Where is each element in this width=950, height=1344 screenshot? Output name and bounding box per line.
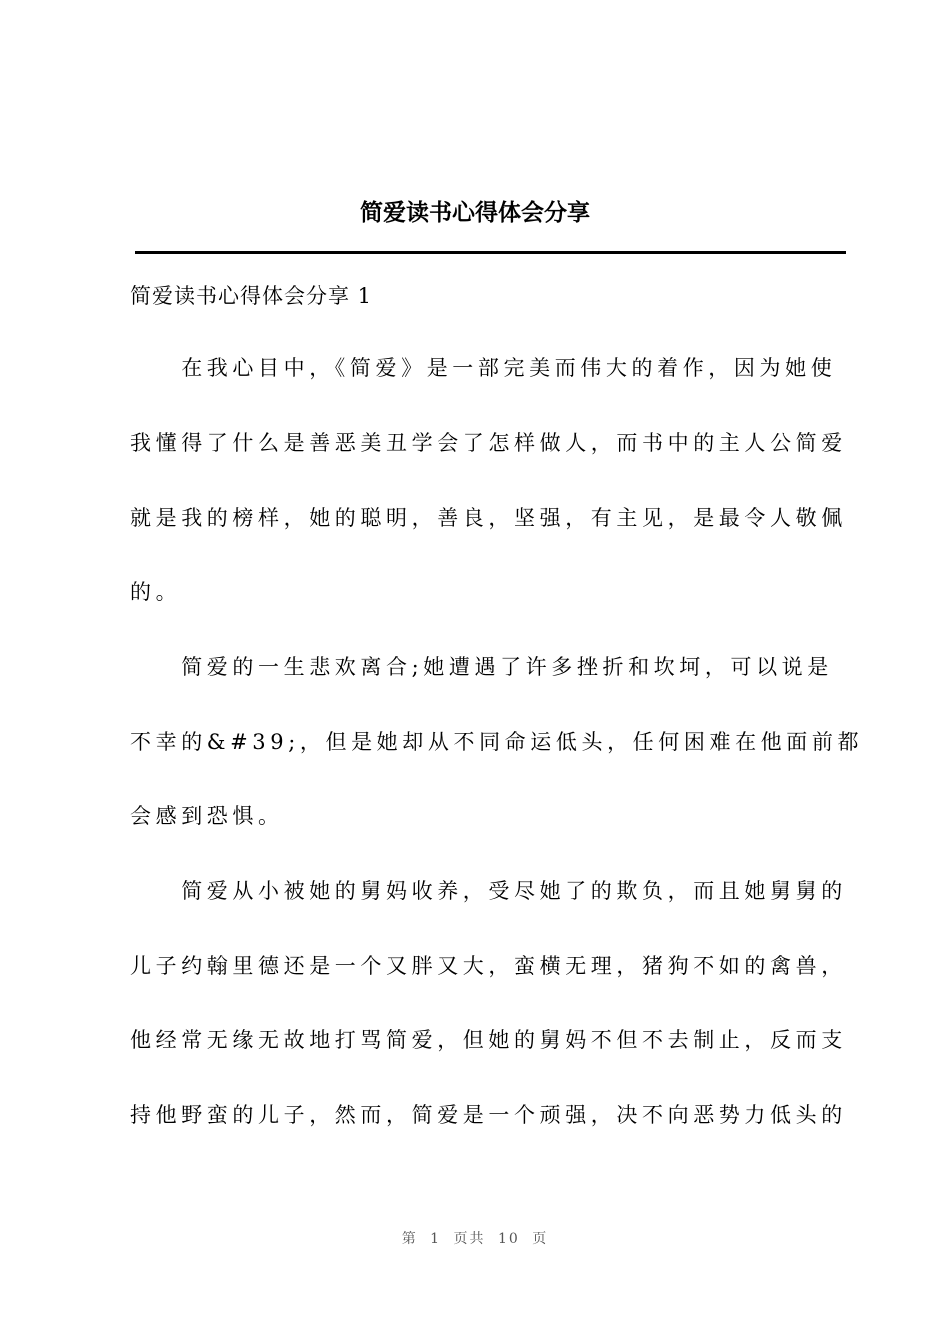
body-text-line: 儿子约翰里德还是一个又胖又大，蛮横无理，猪狗不如的禽兽， (130, 954, 847, 978)
body-text-line: 简爱的一生悲欢离合;她遭遇了许多挫折和坎坷，可以说是 (130, 655, 833, 679)
body-text-line: 我懂得了什么是善恶美丑学会了怎样做人，而书中的主人公简爱 (130, 431, 847, 455)
body-text-line: 不幸的&#39;，但是她却从不同命运低头，任何困难在他面前都 (130, 730, 864, 754)
body-text-line: 就是我的榜样，她的聪明，善良，坚强，有主见，是最令人敬佩 (130, 506, 847, 530)
page-number-footer: 第 1 页共 10 页 (401, 1231, 549, 1247)
body-text-line: 会感到恐惧。 (130, 804, 284, 828)
body-text-line: 持他野蛮的儿子，然而，简爱是一个顽强，决不向恶势力低头的 (130, 1103, 847, 1127)
body-text-line: 他经常无缘无故地打骂简爱，但她的舅妈不但不去制止，反而支 (130, 1028, 847, 1052)
body-text-line: 在我心目中，《简爱》是一部完美而伟大的着作，因为她使 (130, 356, 837, 380)
body-text-line: 的。 (130, 580, 182, 604)
body-text-line: 简爱从小被她的舅妈收养，受尽她了的欺负，而且她舅舅的 (130, 879, 847, 903)
document-title: 简爱读书心得体会分享 (360, 200, 590, 226)
section-heading: 简爱读书心得体会分享 1 (130, 284, 373, 308)
title-underline-rule (135, 251, 846, 254)
